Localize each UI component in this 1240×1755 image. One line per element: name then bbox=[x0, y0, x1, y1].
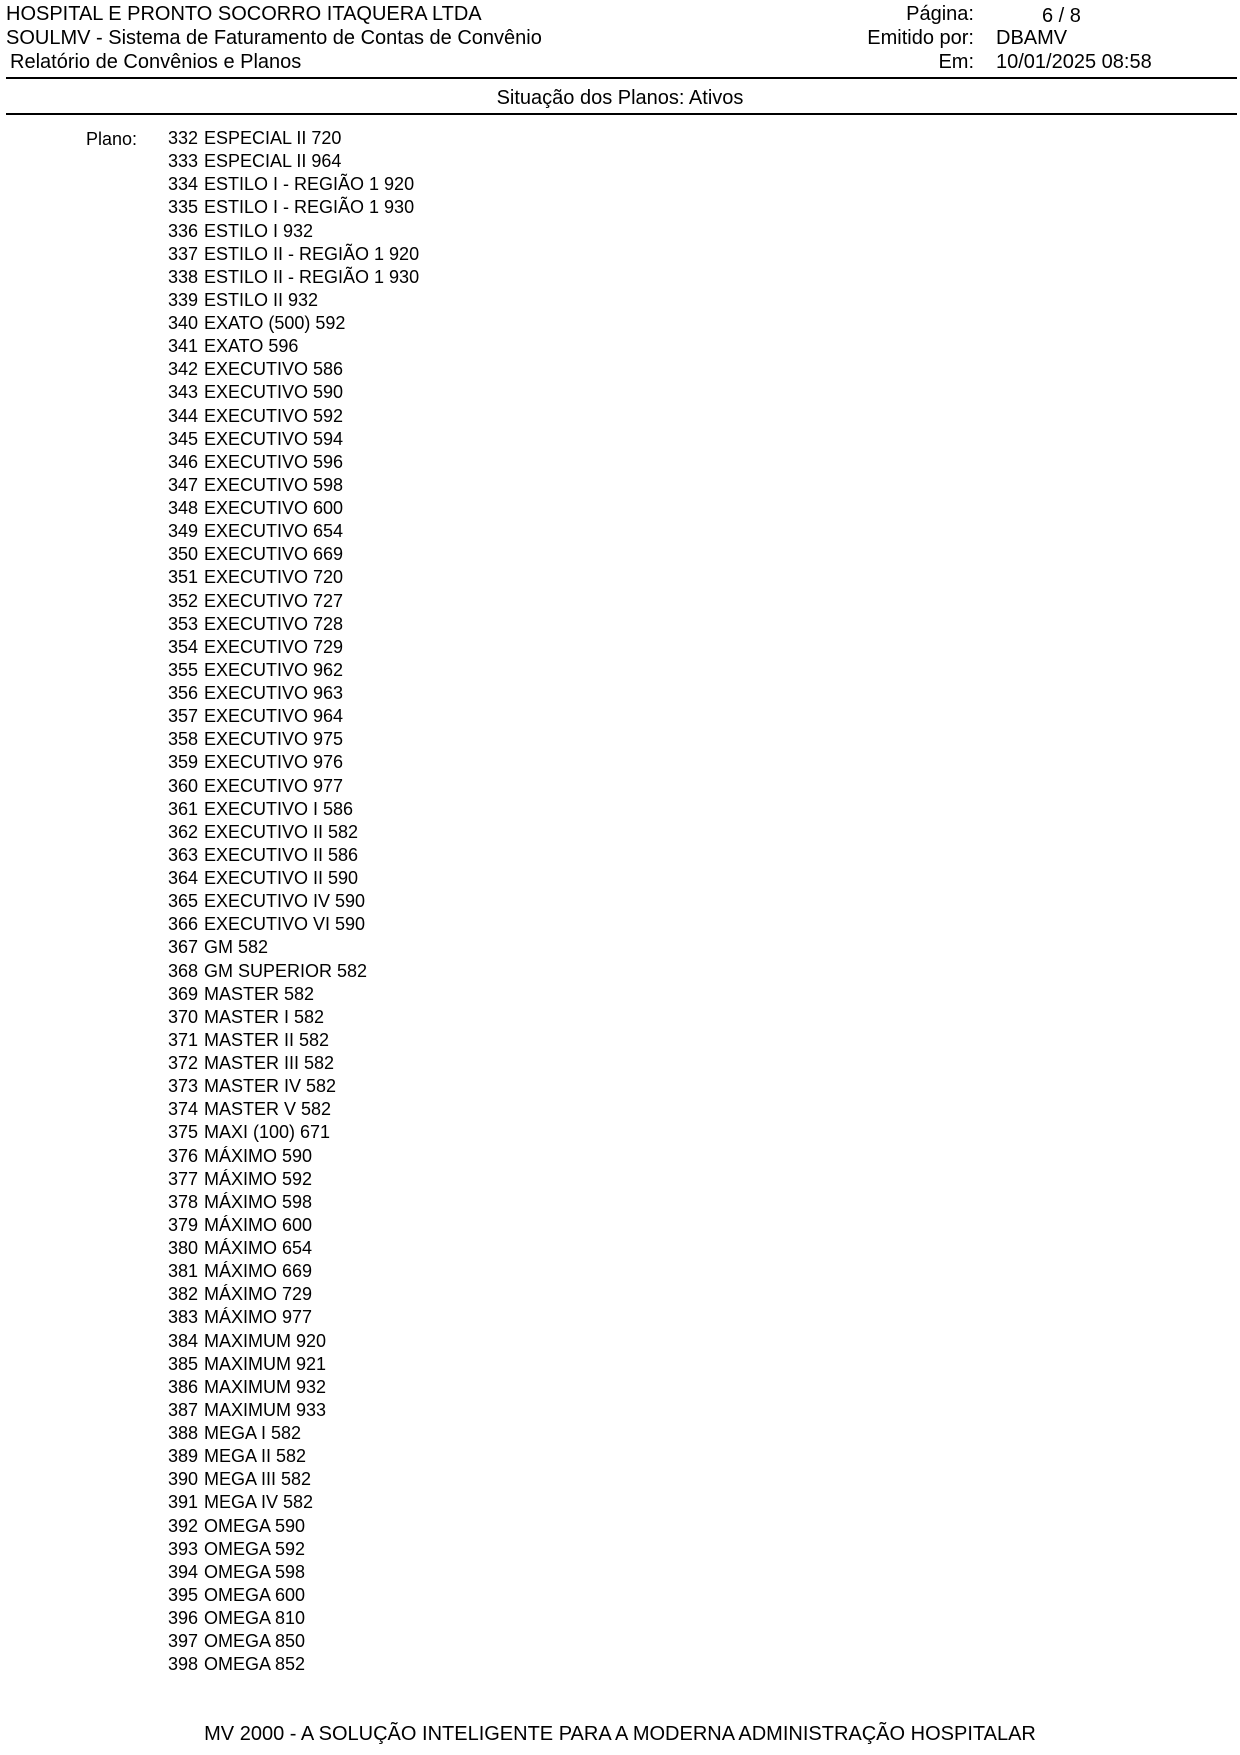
plan-name: ESTILO II - REGIÃO 1 930 bbox=[204, 266, 420, 287]
plan-name: EXATO 596 bbox=[204, 336, 299, 357]
list-item bbox=[168, 127, 419, 150]
plan-number: 383 bbox=[168, 1307, 199, 1328]
plan-name: MASTER V 582 bbox=[204, 1099, 332, 1120]
plan-number: 378 bbox=[168, 1191, 199, 1212]
list-item bbox=[168, 173, 419, 196]
list-item bbox=[168, 428, 419, 451]
plan-number: 348 bbox=[168, 498, 199, 518]
list-item bbox=[168, 1121, 419, 1144]
plan-name: GM SUPERIOR 582 bbox=[204, 960, 368, 981]
list-item bbox=[168, 1399, 419, 1422]
plan-number: 349 bbox=[168, 521, 199, 542]
list-item bbox=[168, 1561, 419, 1584]
list-item bbox=[168, 451, 419, 474]
list-item bbox=[168, 520, 419, 543]
plan-name: MÁXIMO 977 bbox=[204, 1307, 313, 1328]
plan-number: 391 bbox=[168, 1492, 199, 1513]
plan-name: EXECUTIVO 963 bbox=[204, 683, 344, 703]
list-item bbox=[168, 1538, 419, 1561]
list-item bbox=[168, 798, 419, 821]
list-item bbox=[168, 1052, 419, 1075]
list-item bbox=[168, 1445, 419, 1468]
plan-name: EXECUTIVO II 586 bbox=[204, 844, 359, 865]
list-item bbox=[168, 497, 419, 520]
list-item bbox=[168, 381, 419, 404]
list-item bbox=[168, 289, 419, 312]
plan-name: MÁXIMO 729 bbox=[204, 1284, 313, 1305]
plan-name: MASTER III 582 bbox=[204, 1053, 335, 1073]
plan-name: EXECUTIVO 975 bbox=[204, 729, 344, 750]
list-item bbox=[168, 1260, 419, 1283]
list-item bbox=[168, 867, 419, 890]
plan-name: EXECUTIVO 598 bbox=[204, 474, 344, 495]
plan-number: 363 bbox=[168, 844, 199, 865]
plan-name: ESPECIAL II 720 bbox=[204, 128, 342, 148]
list-item bbox=[168, 358, 419, 381]
plan-name: MEGA I 582 bbox=[204, 1423, 302, 1443]
plan-name: EXECUTIVO 962 bbox=[204, 659, 344, 680]
plan-number: 360 bbox=[168, 775, 199, 796]
plan-name: ESTILO I 932 bbox=[204, 220, 314, 241]
plan-name: MAXIMUM 933 bbox=[204, 1399, 327, 1420]
plan-number: 335 bbox=[168, 197, 199, 218]
plan-number: 385 bbox=[168, 1353, 199, 1374]
list-item bbox=[168, 335, 419, 358]
list-item bbox=[168, 960, 419, 983]
list-item bbox=[168, 1515, 419, 1538]
plan-name: EXECUTIVO I 586 bbox=[204, 798, 354, 819]
list-item bbox=[168, 474, 419, 497]
plan-name: MASTER I 582 bbox=[204, 1006, 325, 1027]
plan-number: 367 bbox=[168, 937, 199, 958]
plan-name: MEGA II 582 bbox=[204, 1446, 307, 1467]
plan-name: EXECUTIVO 590 bbox=[204, 382, 344, 403]
plan-number: 387 bbox=[168, 1399, 199, 1420]
plan-number: 332 bbox=[168, 128, 199, 148]
plan-number: 352 bbox=[168, 590, 199, 611]
plan-number: 354 bbox=[168, 636, 199, 657]
list-item bbox=[168, 1653, 419, 1676]
list-item bbox=[168, 1029, 419, 1052]
plan-number: 351 bbox=[168, 567, 199, 588]
list-item bbox=[168, 220, 419, 243]
plan-number: 346 bbox=[168, 451, 199, 472]
plan-number: 369 bbox=[168, 983, 199, 1004]
list-item bbox=[168, 1214, 419, 1237]
page-value: 6 / 8 bbox=[1042, 5, 1081, 27]
plan-number: 390 bbox=[168, 1469, 199, 1490]
plan-name: MÁXIMO 592 bbox=[204, 1168, 313, 1189]
plan-name: EXECUTIVO IV 590 bbox=[204, 891, 366, 912]
list-item bbox=[168, 1006, 419, 1029]
plan-number: 336 bbox=[168, 220, 199, 241]
plan-name: ESTILO II 932 bbox=[204, 289, 319, 310]
plan-number: 382 bbox=[168, 1284, 199, 1305]
list-item bbox=[168, 312, 419, 335]
plan-name: MÁXIMO 590 bbox=[204, 1145, 313, 1166]
date-value: 10/01/2025 08:58 bbox=[996, 51, 1152, 73]
plan-number: 355 bbox=[168, 659, 199, 680]
plan-name: MAXIMUM 920 bbox=[204, 1330, 327, 1351]
list-item bbox=[168, 1168, 419, 1191]
list-item bbox=[168, 983, 419, 1006]
list-item bbox=[168, 1237, 419, 1260]
plan-name: MASTER II 582 bbox=[204, 1029, 330, 1050]
plan-name: MAXIMUM 921 bbox=[204, 1353, 327, 1374]
list-item bbox=[168, 1422, 419, 1445]
list-item bbox=[168, 405, 419, 428]
plan-number: 370 bbox=[168, 1006, 199, 1027]
plan-name: MAXI (100) 671 bbox=[204, 1122, 331, 1143]
plan-number: 345 bbox=[168, 428, 199, 449]
plan-name: EXECUTIVO 977 bbox=[204, 775, 344, 796]
plan-name: EXECUTIVO 720 bbox=[204, 567, 344, 588]
list-item bbox=[168, 1353, 419, 1376]
plan-name: MASTER 582 bbox=[204, 983, 315, 1004]
plan-number: 373 bbox=[168, 1076, 199, 1097]
section-divider bbox=[6, 113, 1237, 115]
list-item bbox=[168, 936, 419, 959]
plan-name: EXECUTIVO 729 bbox=[204, 636, 344, 657]
plan-number: 398 bbox=[168, 1654, 199, 1675]
header-divider bbox=[6, 77, 1237, 79]
plan-name: MÁXIMO 598 bbox=[204, 1191, 313, 1212]
plan-number: 340 bbox=[168, 313, 199, 333]
list-item bbox=[168, 775, 419, 798]
list-item bbox=[168, 1491, 419, 1514]
plan-name: ESTILO I - REGIÃO 1 920 bbox=[204, 174, 415, 195]
plan-name: EXECUTIVO 594 bbox=[204, 428, 344, 449]
page-label: Página: bbox=[906, 3, 974, 25]
plan-list bbox=[168, 127, 419, 1676]
plan-name: EXECUTIVO 592 bbox=[204, 405, 344, 426]
plan-name: OMEGA 850 bbox=[204, 1631, 306, 1652]
plan-name: EXECUTIVO II 582 bbox=[204, 821, 359, 842]
plan-number: 364 bbox=[168, 868, 199, 888]
list-item bbox=[168, 1283, 419, 1306]
plan-name: EXATO (500) 592 bbox=[204, 313, 346, 333]
list-item bbox=[168, 1630, 419, 1653]
plan-name: ESTILO II - REGIÃO 1 920 bbox=[204, 243, 420, 264]
plan-number: 380 bbox=[168, 1238, 199, 1258]
date-label: Em: bbox=[938, 51, 974, 73]
list-item bbox=[168, 844, 419, 867]
plan-number: 365 bbox=[168, 891, 199, 912]
list-item bbox=[168, 890, 419, 913]
plan-name: ESTILO I - REGIÃO 1 930 bbox=[204, 197, 415, 218]
plan-number: 372 bbox=[168, 1053, 199, 1073]
plano-label: Plano: bbox=[86, 129, 138, 149]
plan-number: 375 bbox=[168, 1122, 199, 1143]
list-item bbox=[168, 1098, 419, 1121]
list-item bbox=[168, 1607, 419, 1630]
list-item bbox=[168, 1584, 419, 1607]
list-item bbox=[168, 1075, 419, 1098]
plan-number: 338 bbox=[168, 266, 199, 287]
plan-number: 368 bbox=[168, 960, 199, 981]
list-item bbox=[168, 243, 419, 266]
plan-name: EXECUTIVO 964 bbox=[204, 706, 344, 727]
plan-number: 377 bbox=[168, 1168, 199, 1189]
plan-name: MÁXIMO 669 bbox=[204, 1261, 313, 1282]
list-item bbox=[168, 1376, 419, 1399]
plan-number: 388 bbox=[168, 1423, 199, 1443]
plan-name: EXECUTIVO II 590 bbox=[204, 868, 359, 888]
system-name: SOULMV - Sistema de Faturamento de Contas de Convênio bbox=[6, 27, 542, 49]
list-item bbox=[168, 913, 419, 936]
plan-number: 371 bbox=[168, 1029, 199, 1050]
plan-name: EXECUTIVO 669 bbox=[204, 544, 344, 565]
list-item bbox=[168, 636, 419, 659]
plan-number: 341 bbox=[168, 336, 199, 357]
plan-number: 397 bbox=[168, 1631, 199, 1652]
list-item bbox=[168, 590, 419, 613]
plan-number: 386 bbox=[168, 1376, 199, 1397]
plan-name: OMEGA 810 bbox=[204, 1608, 306, 1628]
plan-number: 347 bbox=[168, 474, 199, 495]
plan-number: 394 bbox=[168, 1561, 199, 1582]
list-item bbox=[168, 1468, 419, 1491]
plan-name: MAXIMUM 932 bbox=[204, 1376, 327, 1397]
plan-number: 389 bbox=[168, 1446, 199, 1467]
plan-name: EXECUTIVO 654 bbox=[204, 521, 344, 542]
plan-name: MÁXIMO 654 bbox=[204, 1238, 313, 1258]
list-item bbox=[168, 728, 419, 751]
plan-number: 356 bbox=[168, 683, 199, 703]
plan-number: 392 bbox=[168, 1515, 199, 1536]
list-item bbox=[168, 682, 419, 705]
page-footer: MV 2000 - A SOLUÇÃO INTELIGENTE PARA A MODERNA ADMINISTRAÇÃO HOSPITALAR bbox=[204, 1723, 1036, 1745]
list-item bbox=[168, 1191, 419, 1214]
plan-name: MÁXIMO 600 bbox=[204, 1214, 313, 1235]
plan-name: EXECUTIVO 586 bbox=[204, 359, 344, 380]
list-item bbox=[168, 1330, 419, 1353]
plan-name: EXECUTIVO VI 590 bbox=[204, 914, 366, 935]
plan-name: GM 582 bbox=[204, 937, 269, 958]
plan-name: EXECUTIVO 600 bbox=[204, 498, 344, 518]
plan-number: 343 bbox=[168, 382, 199, 403]
plan-number: 333 bbox=[168, 151, 199, 172]
plan-number: 344 bbox=[168, 405, 199, 426]
list-item bbox=[168, 543, 419, 566]
list-item bbox=[168, 613, 419, 636]
plan-name: MEGA IV 582 bbox=[204, 1492, 314, 1513]
report-title: Relatório de Convênios e Planos bbox=[10, 51, 302, 73]
plan-number: 353 bbox=[168, 613, 199, 634]
plan-number: 396 bbox=[168, 1608, 199, 1628]
plan-name: OMEGA 590 bbox=[204, 1515, 306, 1536]
plan-name: OMEGA 592 bbox=[204, 1538, 306, 1559]
issued-by-value: DBAMV bbox=[996, 27, 1068, 49]
plan-number: 379 bbox=[168, 1214, 199, 1235]
plan-name: OMEGA 852 bbox=[204, 1654, 306, 1675]
plan-number: 366 bbox=[168, 914, 199, 935]
plan-name: OMEGA 600 bbox=[204, 1584, 306, 1605]
plan-name: EXECUTIVO 727 bbox=[204, 590, 344, 611]
list-item bbox=[168, 1306, 419, 1329]
list-item bbox=[168, 705, 419, 728]
plan-name: OMEGA 598 bbox=[204, 1561, 306, 1582]
plan-number: 361 bbox=[168, 798, 199, 819]
list-item bbox=[168, 566, 419, 589]
plan-name: ESPECIAL II 964 bbox=[204, 151, 342, 172]
plan-name: EXECUTIVO 976 bbox=[204, 752, 344, 773]
list-item bbox=[168, 659, 419, 682]
list-item bbox=[168, 196, 419, 219]
hospital-name: HOSPITAL E PRONTO SOCORRO ITAQUERA LTDA bbox=[6, 3, 482, 25]
list-item bbox=[168, 821, 419, 844]
plan-number: 358 bbox=[168, 729, 199, 750]
plan-name: MEGA III 582 bbox=[204, 1469, 312, 1490]
plan-number: 337 bbox=[168, 243, 199, 264]
plan-number: 376 bbox=[168, 1145, 199, 1166]
plan-number: 359 bbox=[168, 752, 199, 773]
plan-number: 339 bbox=[168, 289, 199, 310]
list-item bbox=[168, 266, 419, 289]
plan-status-heading: Situação dos Planos: Ativos bbox=[496, 87, 744, 109]
plan-number: 350 bbox=[168, 544, 199, 565]
plan-number: 357 bbox=[168, 706, 199, 727]
list-item bbox=[168, 1145, 419, 1168]
plan-name: EXECUTIVO 728 bbox=[204, 613, 344, 634]
plan-name: EXECUTIVO 596 bbox=[204, 451, 344, 472]
plan-number: 381 bbox=[168, 1261, 199, 1282]
plan-number: 334 bbox=[168, 174, 199, 195]
plan-number: 384 bbox=[168, 1330, 199, 1351]
plan-number: 362 bbox=[168, 821, 199, 842]
plan-number: 342 bbox=[168, 359, 199, 380]
list-item bbox=[168, 150, 419, 173]
plan-number: 393 bbox=[168, 1538, 199, 1559]
issued-by-label: Emitido por: bbox=[867, 27, 974, 49]
plan-number: 374 bbox=[168, 1099, 199, 1120]
plan-name: MASTER IV 582 bbox=[204, 1076, 337, 1097]
list-item bbox=[168, 751, 419, 774]
plan-number: 395 bbox=[168, 1584, 199, 1605]
